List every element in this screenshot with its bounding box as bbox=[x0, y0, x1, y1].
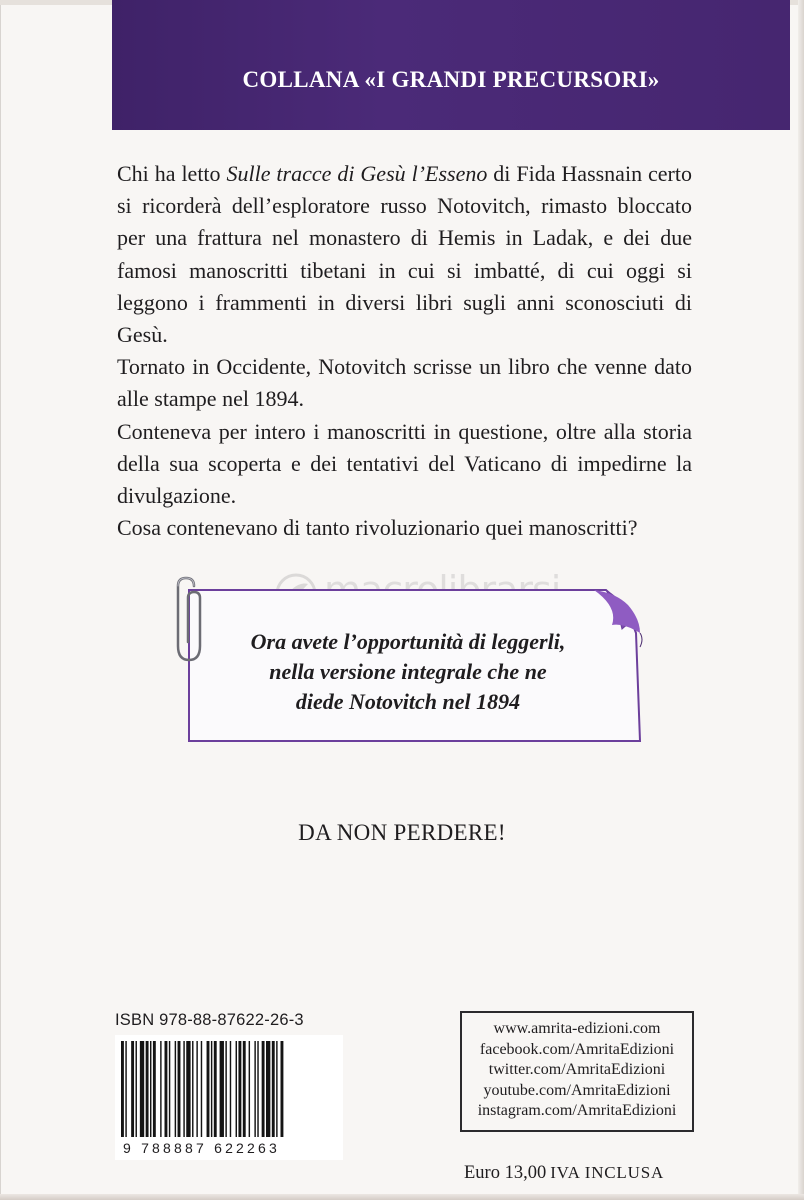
cover-right-edge bbox=[798, 0, 804, 1200]
price-label bbox=[464, 1163, 664, 1184]
barcode bbox=[115, 1035, 343, 1160]
note-message bbox=[208, 627, 608, 717]
note-line-2: nella versione integrale che ne bbox=[269, 659, 547, 684]
publisher-link-1: facebook.com/AmritaEdizioni bbox=[479, 1040, 675, 1058]
price-vat-note: IVA INCLUSA bbox=[550, 1163, 665, 1182]
description-paragraph-3: Conteneva per intero i manoscritti in questione, oltre alla storia della sua scoperta e dei tentativi del Vaticano di impedirne la divulgazione. bbox=[117, 418, 692, 509]
note-line-1: Ora avete l’opportunità di leggerli, bbox=[250, 629, 566, 654]
description-paragraph-4: Cosa contenevano di tanto rivoluzionario quei manoscritti? bbox=[117, 515, 638, 541]
note-line-3: diede Notovitch nel 1894 bbox=[295, 689, 521, 714]
series-band bbox=[112, 0, 790, 130]
publisher-link-3: youtube.com/AmritaEdizioni bbox=[483, 1081, 671, 1099]
description-p1-rest: di Fida Hassnain certo si ricorderà dell’esploratore russo Notovitch, rimasto bloccato per una frattura nel monastero di Hemis in Ladak, e dei due famosi manoscritti tibetani in cui si imbatté, di cui oggi si leggono i frammenti in diversi libri sugli anni sconosciuti di Gesù. bbox=[117, 161, 692, 348]
price-amount: Euro 13,00 bbox=[464, 1163, 547, 1183]
referenced-book-title: Sulle tracce di Gesù l’Esseno bbox=[226, 161, 488, 186]
call-to-action: DA NON PERDERE! bbox=[298, 820, 506, 845]
publisher-link-0: www.amrita-edizioni.com bbox=[493, 1020, 661, 1037]
barcode-digits: 9 788887 622263 bbox=[121, 1140, 341, 1156]
publisher-links-box bbox=[460, 1011, 694, 1132]
publisher-link-4: instagram.com/AmritaEdizioni bbox=[477, 1102, 677, 1120]
note-card bbox=[188, 589, 744, 742]
publisher-links-list bbox=[462, 1013, 692, 1122]
isbn-label: ISBN 978-88-87622-26-3 bbox=[115, 1011, 304, 1029]
publisher-link-2: twitter.com/AmritaEdizioni bbox=[488, 1061, 666, 1079]
description-paragraph-1 bbox=[117, 158, 692, 351]
series-title: COLLANA «I GRANDI PRECURSORI» bbox=[242, 67, 660, 92]
paperclip-icon bbox=[168, 576, 210, 666]
cover-bottom-edge bbox=[0, 1194, 804, 1200]
description-p1-lead: Chi ha letto bbox=[117, 161, 227, 186]
description-paragraph-2: Tornato in Occidente, Notovitch scrisse un libro che venne dato alle stampe nel 1894. bbox=[117, 354, 692, 412]
description-text bbox=[117, 158, 692, 544]
